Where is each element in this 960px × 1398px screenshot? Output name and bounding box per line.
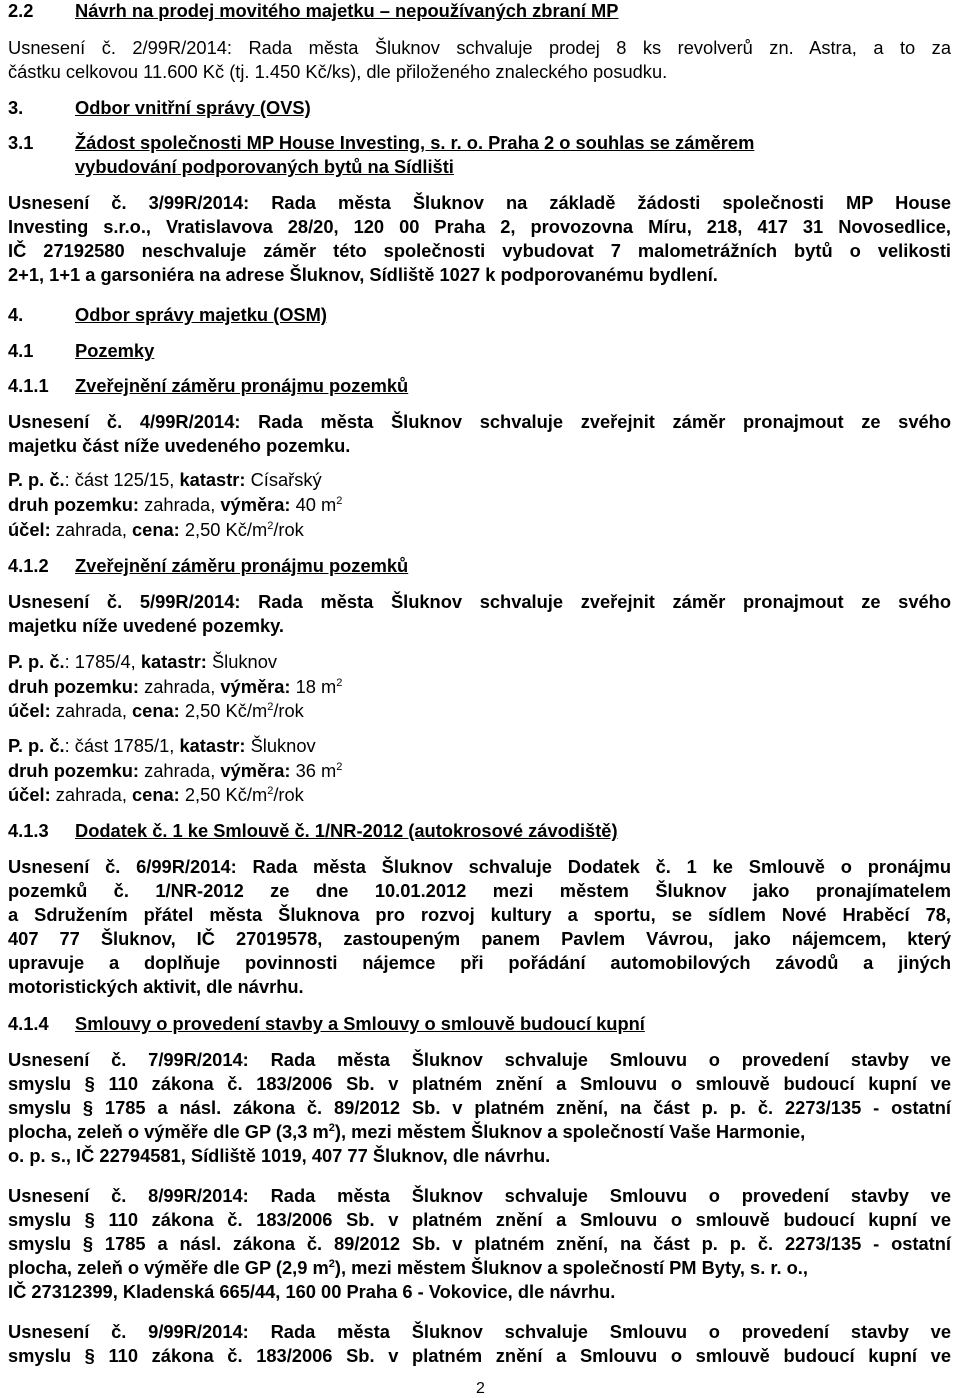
section-4-1-heading: 4.1 Pozemky — [8, 340, 155, 361]
resolution-7-line-5: o. p. s., IČ 22794581, Sídliště 1019, 407 77 Šluknov, dle návrhu. — [8, 1145, 551, 1166]
resolution-7-line-1: Usnesení č. 7/99R/2014: Rada města Šluknov schvaluje Smlouvu o provedení stavby ve — [8, 1049, 951, 1070]
page-number: 2 — [476, 1380, 485, 1397]
resolution-7-line-3: smyslu § 1785 a násl. zákona č. 89/2012 Sb. v platném znění, na část p. p. č. 2273/135 - ostatní — [8, 1097, 951, 1118]
parcel-1-druh-line: druh pozemku: zahrada, výměra: 40 $m^2$ — [8, 494, 343, 515]
resolution-8-line-1: Usnesení č. 8/99R/2014: Rada města Šluknov schvaluje Smlouvu o provedení stavby ve — [8, 1185, 951, 1206]
resolution-4-line-2: majetku část níže uvedeného pozemku. — [8, 435, 351, 456]
resolution-8-line-5: IČ 27312399, Kladenská 665/44, 160 00 Praha 6 - Vokovice, dle návrhu. — [8, 1281, 616, 1302]
section-3-heading: 3. Odbor vnitřní správy (OVS) — [8, 97, 311, 118]
document-page — [8, 0, 951, 1398]
resolution-4-line-1: Usnesení č. 4/99R/2014: Rada města Šluknov schvaluje zveřejnit záměr pronajmout ze svého — [8, 411, 951, 432]
section-4-1-title: Pozemky — [75, 340, 155, 361]
parcel-1-ucel-line: účel: zahrada, cena: 2,50 $Kč/m^2$/rok — [8, 519, 304, 540]
section-4-1-1-title: Zveřejnění záměru pronájmu pozemků — [75, 375, 409, 396]
section-4-heading: 4. Odbor správy majetku (OSM) — [8, 304, 327, 325]
section-2-2-title: Návrh na prodej movitého majetku – nepoužívaných zbraní MP — [75, 0, 619, 21]
resolution-7-line-2: smyslu § 110 zákona č. 183/2006 Sb. v platném znění a Smlouvu o smlouvě budoucí kupní ve — [8, 1073, 951, 1094]
section-3-1-title-line-1: Žádost společnosti MP House Investing, s. r. o. Praha 2 o souhlas se záměrem — [75, 132, 755, 153]
resolution-8-line-2: smyslu § 110 zákona č. 183/2006 Sb. v platném znění a Smlouvu o smlouvě budoucí kupní ve — [8, 1209, 951, 1230]
section-4-1-2-title: Zveřejnění záměru pronájmu pozemků — [75, 555, 409, 576]
resolution-6-line-2: pozemků č. 1/NR-2012 ze dne 10.01.2012 mezi městem Šluknov jako pronajímatelem — [8, 880, 951, 901]
section-3-1-heading: 3.1 Žádost společnosti MP House Investing, s. r. o. Praha 2 o souhlas se záměrem — [8, 132, 755, 153]
parcel-2-pp-line: P. p. č.: 1785/4, katastr: Šluknov — [8, 651, 278, 672]
resolution-2-line-2: částku celkovou 11.600 Kč (tj. 1.450 Kč/ks), dle přiloženého znaleckého posudku. — [8, 61, 668, 82]
resolution-8-line-4: plocha, zeleň o výměře dle GP (2,9 $m^2$), mezi městem Šluknov a společností PM Byty, s. r. o., — [8, 1257, 808, 1278]
parcel-3-pp-line: P. p. č.: část 1785/1, katastr: Šluknov — [8, 735, 316, 756]
resolution-5-line-1: Usnesení č. 5/99R/2014: Rada města Šluknov schvaluje zveřejnit záměr pronajmout ze svého — [8, 591, 951, 612]
parcel-2-ucel-line: účel: zahrada, cena: 2,50 $Kč/m^2$/rok — [8, 700, 304, 721]
resolution-2-line-1: Usnesení č. 2/99R/2014: Rada města Šluknov schvaluje prodej 8 ks revolverů zn. Astra, a to za — [8, 37, 951, 58]
section-4-1-3-title: Dodatek č. 1 ke Smlouvě č. 1/NR-2012 (autokrosové závodiště) — [75, 820, 618, 841]
resolution-8-line-3: smyslu § 1785 a násl. zákona č. 89/2012 Sb. v platném znění, na část p. p. č. 2273/135 - ostatní — [8, 1233, 951, 1254]
resolution-9-line-1: Usnesení č. 9/99R/2014: Rada města Šluknov schvaluje Smlouvu o provedení stavby ve — [8, 1321, 951, 1342]
resolution-6-line-6: motoristických aktivit, dle návrhu. — [8, 976, 304, 997]
section-3-1-title-line-2: vybudování podporovaných bytů na Sídlišti — [75, 156, 454, 177]
parcel-3-druh-line: druh pozemku: zahrada, výměra: 36 $m^2$ — [8, 760, 343, 781]
resolution-6-line-3: a Sdružením přátel města Šluknova pro rozvoj kultury a sportu, se sídlem Nové Hraběcí 78, — [8, 904, 951, 925]
resolution-6-line-4: 407 77 Šluknov, IČ 27019578, zastoupeným panem Pavlem Vávrou, jako nájemcem, který — [8, 928, 951, 949]
resolution-3-line-2: Investing s.r.o., Vratislavova 28/20, 120 00 Praha 2, provozovna Míru, 218, 417 31 Novosedlice, — [8, 216, 951, 237]
resolution-6-line-1: Usnesení č. 6/99R/2014: Rada města Šluknov schvaluje Dodatek č. 1 ke Smlouvě o pronájmu — [8, 856, 951, 877]
resolution-6-line-5: upravuje a doplňuje povinnosti nájemce při pořádání automobilových závodů a jiných — [8, 952, 951, 973]
resolution-3-line-4: 2+1, 1+1 a garsoniéra na adrese Šluknov, Sídliště 1027 k podporovanému bydlení. — [8, 264, 718, 285]
section-4-1-4-title: Smlouvy o provedení stavby a Smlouvy o smlouvě budoucí kupní — [75, 1013, 645, 1034]
section-2-2-heading: 2.2 Návrh na prodej movitého majetku – nepoužívaných zbraní MP — [8, 0, 619, 21]
parcel-3-ucel-line: účel: zahrada, cena: 2,50 $Kč/m^2$/rok — [8, 784, 304, 805]
section-4-title: Odbor správy majetku (OSM) — [75, 304, 327, 325]
resolution-3-line-3: IČ 27192580 neschvaluje záměr této společnosti vybudovat 7 malometrážních bytů o velikosti — [8, 240, 951, 261]
resolution-5-line-2: majetku níže uvedené pozemky. — [8, 615, 285, 636]
resolution-9-line-2: smyslu § 110 zákona č. 183/2006 Sb. v platném znění a Smlouvu o smlouvě budoucí kupní ve — [8, 1345, 951, 1366]
section-4-1-3-heading: 4.1.3 Dodatek č. 1 ke Smlouvě č. 1/NR-2012 (autokrosové závodiště) — [8, 820, 618, 841]
parcel-2-druh-line: druh pozemku: zahrada, výměra: 18 $m^2$ — [8, 676, 343, 697]
section-4-1-2-heading: 4.1.2 Zveřejnění záměru pronájmu pozemků — [8, 555, 409, 576]
section-4-1-1-heading: 4.1.1 Zveřejnění záměru pronájmu pozemků — [8, 375, 409, 396]
section-4-1-4-heading: 4.1.4 Smlouvy o provedení stavby a Smlouvy o smlouvě budoucí kupní — [8, 1013, 645, 1034]
parcel-1-pp-line: P. p. č.: část 125/15, katastr: Císařský — [8, 469, 322, 490]
resolution-3-line-1: Usnesení č. 3/99R/2014: Rada města Šluknov na základě žádosti společnosti MP House — [8, 192, 951, 213]
resolution-7-line-4: plocha, zeleň o výměře dle GP (3,3 $m^2$), mezi městem Šluknov a společností Vaše Harmonie, — [8, 1121, 806, 1142]
section-3-title: Odbor vnitřní správy (OVS) — [75, 97, 311, 118]
